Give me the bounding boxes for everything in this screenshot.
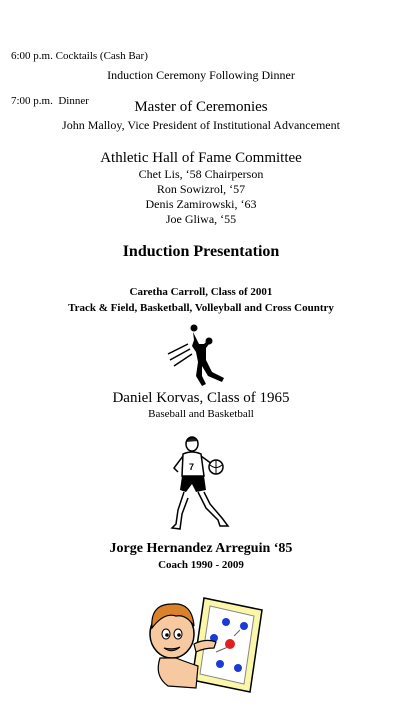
inductee-name: Caretha Carroll, Class of 2001 [129, 286, 273, 298]
induction-note: Induction Ceremony Following Dinner [107, 68, 295, 82]
schedule-dinner: 7:00 p.m. Dinner [11, 95, 89, 107]
basketball-player-icon [170, 434, 230, 536]
volleyball-player-icon [166, 322, 234, 388]
committee-member: Ron Sowizrol, ‘57 [156, 182, 246, 196]
inductee-sports: Track & Field, Basketball, Volleyball and Cross Country [68, 302, 334, 314]
committee-member: Chet Lis, ‘58 Chairperson [138, 167, 264, 181]
inductee-name: Jorge Hernandez Arreguin ‘85 [109, 541, 293, 556]
master-of-ceremonies-title: Master of Ceremonies [134, 99, 268, 115]
presentation-title: Induction Presentation [122, 243, 280, 260]
master-of-ceremonies-name: John Malloy, Vice President of Institutional Advancement [62, 118, 340, 132]
inductee-name: Daniel Korvas, Class of 1965 [112, 390, 290, 406]
coach-clipboard-icon [146, 592, 270, 696]
committee-title: Athletic Hall of Fame Committee [100, 150, 302, 166]
schedule-cocktails: 6:00 p.m. Cocktails (Cash Bar) [11, 50, 148, 62]
committee-list [0, 167, 402, 227]
svg-text:7: 7 [189, 462, 195, 472]
inductee-sports: Baseball and Basketball [148, 408, 254, 420]
committee-member: Denis Zamirowski, ‘63 [145, 197, 257, 211]
committee-member: Joe Gliwa, ‘55 [165, 212, 237, 226]
inductee-role: Coach 1990 - 2009 [158, 559, 244, 571]
inductee-carroll [0, 284, 402, 316]
